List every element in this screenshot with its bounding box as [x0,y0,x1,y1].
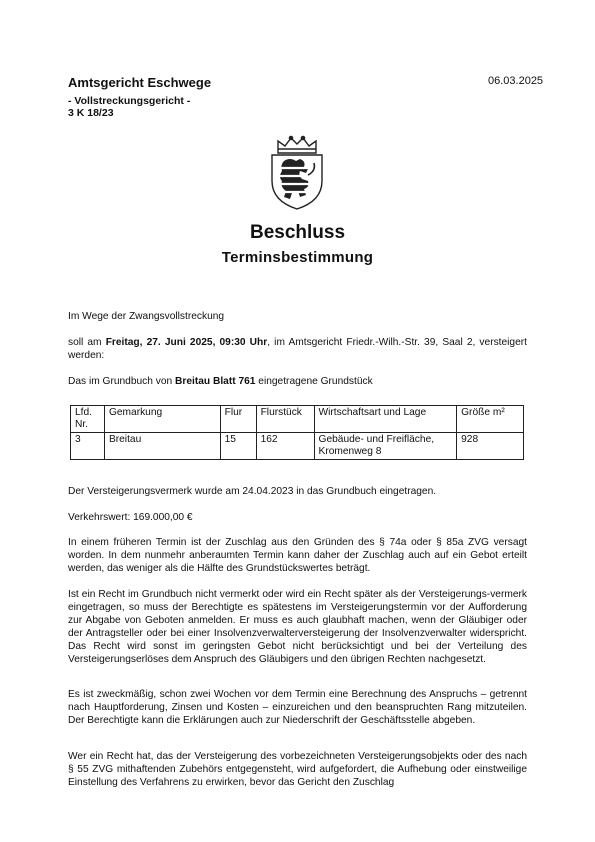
market-value: Verkehrswert: 169.000,00 € [68,512,193,523]
claim-calculation-paragraph: Es ist zweckmäßig, schon zwei Wochen vor dem Termin eine Berechnung des Anspruchs – getrennt nach Hauptforderung, Zinsen und Kosten – einzureichen und den beanspruchten Rang mitzuteilen. Der Berechtigte kann die Erklärungen auch zur Niederschrift der Geschäftsstelle abgeben. [68,689,527,726]
column-header: Flurstück [256,406,314,433]
hessen-lion-crest-icon [262,135,332,211]
property-intro [68,375,527,388]
property-intro-prefix: Das im Grundbuch von [68,376,173,387]
table-cell: 162 [256,433,314,460]
file-number: 3 K 18/23 [68,107,114,119]
court-department: - Vollstreckungsgericht - [68,95,191,107]
column-header: Lfd. Nr. [71,406,105,433]
intro-text: Im Wege der Zwangsvollstreckung [68,311,225,322]
table-row [71,433,524,460]
document-title: Beschluss [249,222,346,243]
column-header: Gemarkung [104,406,220,433]
table-cell: Gebäude- und Freifläche, Kromenweg 8 [314,433,457,460]
column-header: Flur [220,406,256,433]
table-header-row [71,406,524,433]
court-name: Amtsgericht Eschwege [68,75,212,90]
land-register-ref: Breitau Blatt 761 [175,376,256,387]
table-cell: 928 [457,433,524,460]
table-cell: 3 [71,433,105,460]
column-header: Wirtschaftsart und Lage [314,406,457,433]
property-intro-suffix: eingetragene Grundstück [258,376,373,387]
bid-rejection-paragraph: In einem früheren Termin ist der Zuschlag aus den Gründen des § 74a oder § 85a ZVG versagt worden. In dem nunmehr anberaumten Termin kann daher der Zuschlag auch auf ein Gebot erteilt werden, das weniger als die Hälfte des Grundstückswertes beträgt. [68,537,527,574]
rights-paragraph: Ist ein Recht im Grundbuch nicht vermerkt oder wird ein Recht später als der Versteigerungs-vermerk eingetragen, so muss der Berechtigte es spätestens im Versteigerungstermin vor der Aufforderung zur Abgabe von Geboten anmelden. Er muss es auch glaubhaft machen, wenn der Gläubiger oder der Antragsteller oder bei einer Insolvenzverwalterversteigerung der Insolvenzverwalter widerspricht. Das Recht wird sonst im geringsten Gebot nicht berücksichtigt und bei der Verteilung des Versteigerungserlöses dem Anspruch des Gläubigers und den übrigen Rechten nachgesetzt. [68,589,527,665]
column-header: Größe m² [457,406,524,433]
appointment-location: , im Amtsgericht Friedr.-Wilh.-Str. 39, Saal 2, versteigert werden: [68,337,527,361]
table-cell: Breitau [104,433,220,460]
auction-note-paragraph: Der Versteigerungsvermerk wurde am 24.04.2023 in das Grundbuch eingetragen. [68,486,437,497]
document-date: 06.03.2025 [488,75,544,87]
appointment-prefix: soll am [68,337,102,348]
court-department-block [68,95,190,119]
objection-paragraph: Wer ein Recht hat, das der Versteigerung des vorbezeichneten Versteigerungsobjekts oder des nach § 55 ZVG mithaftenden Zubehörs entgegensteht, wird aufgefordert, die Aufhebung oder einstweilige Einstellung des Verfahrens zu erwirken, bevor das Gericht den Zuschlag [68,751,527,788]
property-table [70,405,524,460]
table-cell: 15 [220,433,256,460]
appointment-datetime: Freitag, 27. Juni 2025, 09:30 Uhr [105,337,268,348]
appointment-text [68,336,527,362]
document-subtitle: Terminsbestimmung [221,249,374,266]
